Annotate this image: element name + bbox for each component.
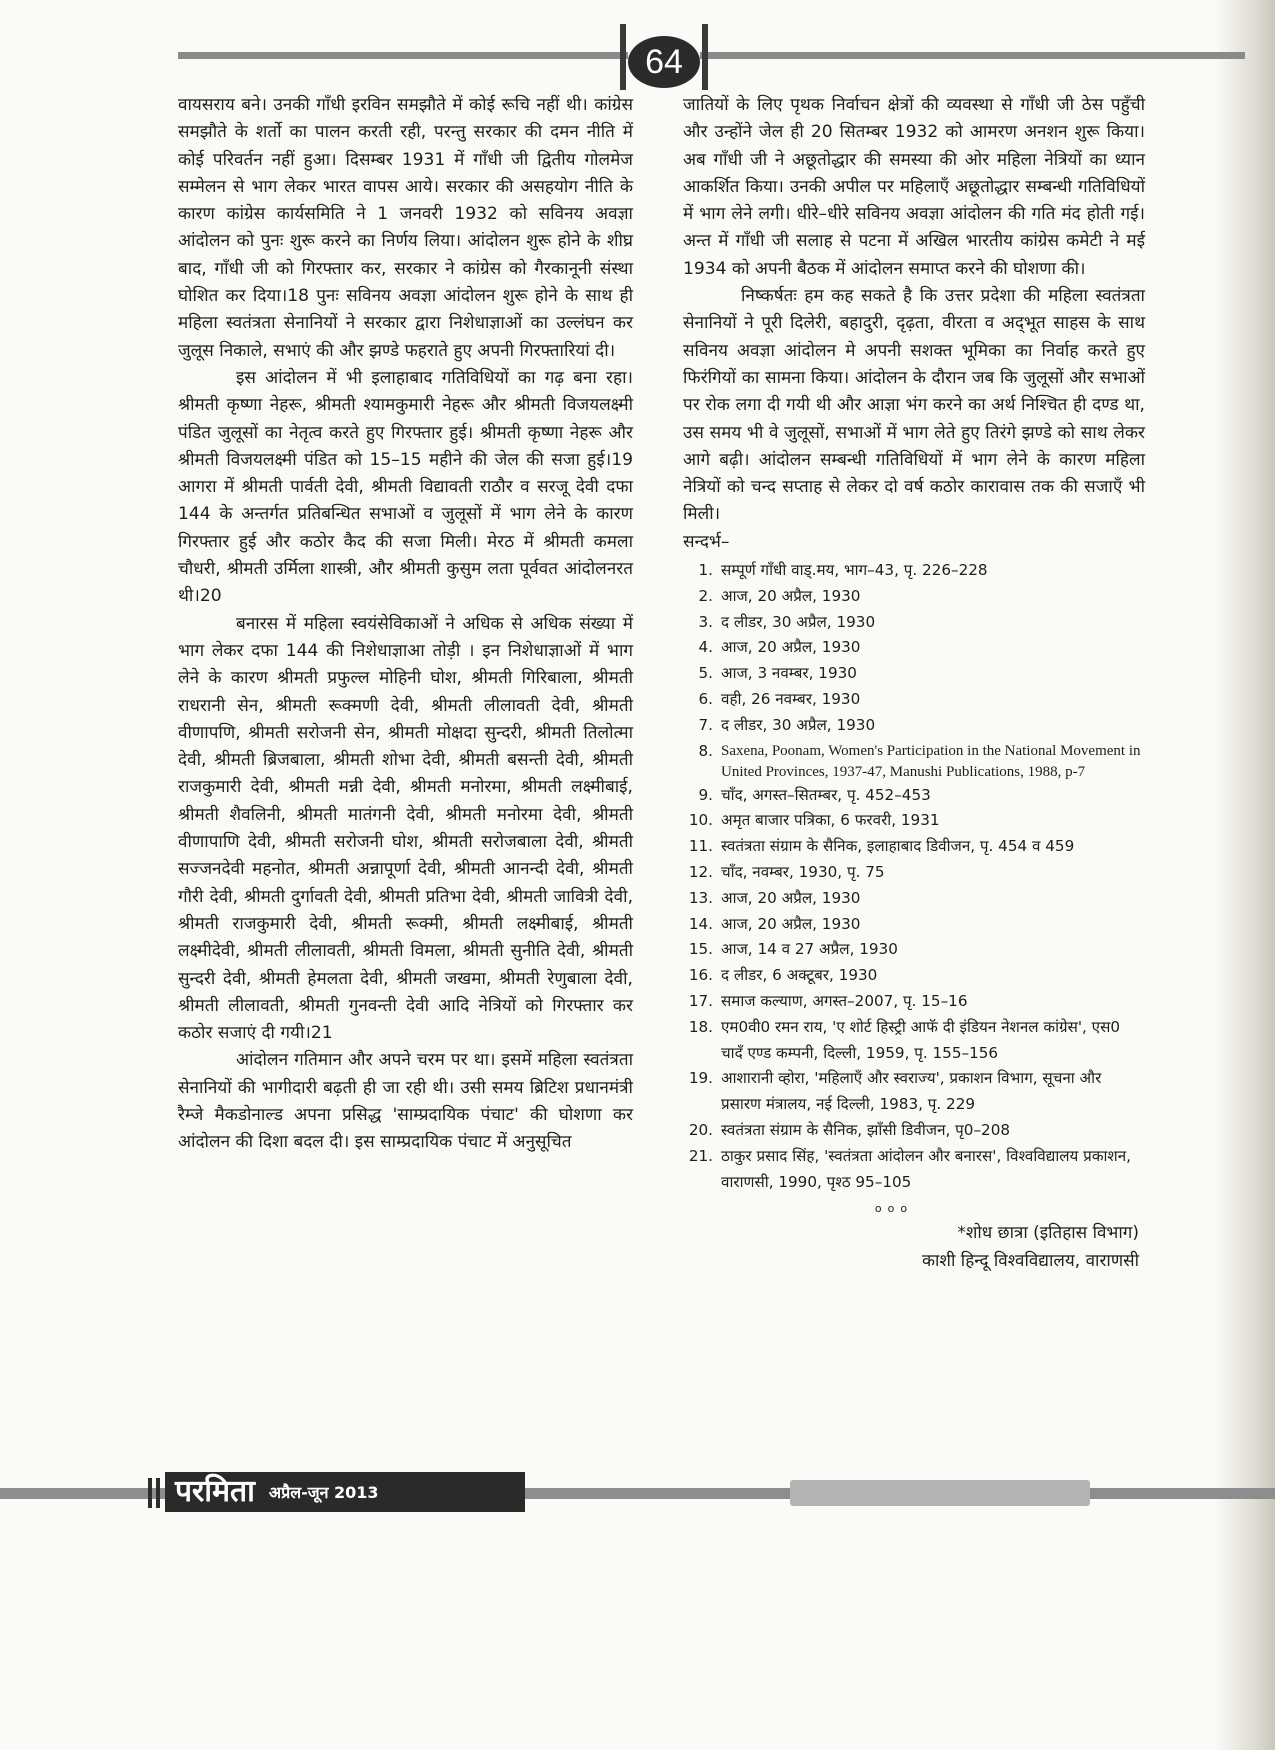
reference-text: आज, 3 नवम्बर, 1930 bbox=[721, 664, 857, 683]
reference-text: द लीडर, 30 अप्रैल, 1930 bbox=[721, 612, 876, 631]
left-column bbox=[178, 92, 633, 1157]
reference-item bbox=[683, 1015, 1145, 1067]
reference-number: 15. bbox=[688, 940, 713, 959]
references-list bbox=[683, 558, 1145, 1195]
end-ornament: ooo bbox=[874, 1202, 914, 1216]
reference-item bbox=[683, 739, 1145, 783]
reference-item bbox=[683, 886, 1145, 912]
page-number: 64 bbox=[628, 36, 700, 88]
reference-number: 18. bbox=[688, 1017, 713, 1036]
reference-number: 4. bbox=[698, 638, 713, 657]
page-number-bracket-left bbox=[620, 24, 626, 90]
reference-number: 3. bbox=[698, 612, 713, 631]
reference-text: ठाकुर प्रसाद सिंह, 'स्वतंत्रता आंदोलन और बनारस', विश्वविद्यालय प्रकाशन, वाराणसी, 1990, पृश्ठ 95–105 bbox=[721, 1146, 1132, 1191]
author-affiliation-line: *शोध छात्रा (इतिहास विभाग) bbox=[957, 1223, 1139, 1244]
reference-text: स्वतंत्रता संग्राम के सैनिक, झाँसी डिवीजन, पृ0–208 bbox=[721, 1120, 1011, 1139]
reference-item bbox=[683, 558, 1145, 584]
reference-text: आज, 20 अप्रैल, 1930 bbox=[721, 586, 861, 605]
author-affiliation-line: काशी हिन्दू विश्वविद्यालय, वाराणसी bbox=[921, 1251, 1139, 1272]
journal-title: परमिता bbox=[175, 1474, 255, 1509]
reference-text: अमृत बाजार पत्रिका, 6 फरवरी, 1931 bbox=[721, 811, 940, 830]
journal-issue: अप्रैल-जून 2013 bbox=[268, 1483, 379, 1502]
reference-item bbox=[683, 834, 1145, 860]
reference-number: 20. bbox=[688, 1120, 713, 1139]
right-column bbox=[683, 92, 1145, 1275]
reference-number: 19. bbox=[688, 1069, 713, 1088]
reference-item bbox=[683, 912, 1145, 938]
reference-text: चाँद, नवम्बर, 1930, पृ. 75 bbox=[721, 863, 885, 882]
footer-journal-box bbox=[165, 1472, 525, 1512]
footer-decor-box bbox=[790, 1480, 1090, 1506]
reference-text: स्वतंत्रता संग्राम के सैनिक, इलाहाबाद डिवीजन, पृ. 454 व 459 bbox=[721, 837, 1075, 856]
reference-text: द लीडर, 6 अक्टूबर, 1930 bbox=[721, 966, 878, 985]
reference-text: आज, 20 अप्रैल, 1930 bbox=[721, 638, 861, 657]
reference-item bbox=[683, 860, 1145, 886]
reference-number: 7. bbox=[698, 715, 713, 734]
reference-number: 17. bbox=[688, 992, 713, 1010]
paragraph: इस आंदोलन में भी इलाहाबाद गतिविधियों का गढ़ बना रहा। श्रीमती कृष्णा नेहरू, श्रीमती श्यामकुमारी नेहरू और श्रीमती विजयलक्ष्मी पंडित जुलूसों का नेतृत्व करते हुए गिरफ्तार हुई। श्रीमती कृष्णा नेहरू और श्रीमती विजयलक्ष्मी पंडित को 15–15 महीने की जेल की सजा हुई।19 आगरा में श्रीमती पार्वती देवी, श्रीमती विद्यावती राठौर व सरजू देवी दफा 144 के अन्तर्गत प्रतिबन्धित सभाओं व जुलूसों में भाग लेने के कारण गिरफ्तार हुई और कठोर कैद की सजा मिली। मेरठ में श्रीमती कमला चौधरी, श्रीमती उर्मिला शास्त्री, और श्रीमती कुसुम लता पूर्ववत आंदोलनरत थी।20 bbox=[178, 367, 633, 607]
reference-item bbox=[683, 1144, 1145, 1196]
reference-item bbox=[683, 661, 1145, 687]
reference-text: द लीडर, 30 अप्रैल, 1930 bbox=[721, 715, 876, 734]
reference-item bbox=[683, 963, 1145, 989]
reference-item bbox=[683, 584, 1145, 610]
page-number-bracket-right bbox=[702, 24, 708, 90]
reference-text: Saxena, Poonam, Women's Participation in the National Movement in United Provinces, 1937-47, Manushi Publications, 1988, p-7 bbox=[721, 742, 1141, 780]
reference-number: 10. bbox=[688, 811, 713, 830]
reference-number: 21. bbox=[688, 1146, 713, 1165]
reference-item bbox=[683, 610, 1145, 636]
paragraph: वायसराय बने। उनकी गाँधी इरविन समझौते में कोई रूचि नहीं थी। कांग्रेस समझौते के शर्तो का पालन करती रही, परन्तु सरकार की दमन नीति में कोई परिवर्तन नहीं हुआ। दिसम्बर 1931 में गाँधी जी द्वितीय गोलमेज सम्मेलन से भाग लेकर भारत वापस आये। सरकार की असहयोग नीति के कारण कांग्रेस कार्यसमिति ने 1 जनवरी 1932 को सविनय अवज्ञा आंदोलन को पुनः शुरू करने का निर्णय लिया। आंदोलन शुरू होने के शीघ्र बाद, गाँधी जी को गिरफ्तार कर, सरकार ने कांग्रेस को गैरकानूनी संस्था घोशित कर दिया।18 पुनः सविनय अवज्ञा आंदोलन शुरू होने के साथ ही महिला स्वतंत्रता सेनानियों ने सरकार द्वारा निशेधाज्ञाओं का उल्लंघन कर जुलूस निकाले, सभाएं की और झण्डे फहराते हुए अपनी गिरफ्तारियां दी। bbox=[178, 95, 634, 361]
header-rule-right bbox=[700, 52, 1245, 59]
reference-text: वही, 26 नवम्बर, 1930 bbox=[721, 690, 861, 709]
reference-number: 13. bbox=[688, 888, 713, 907]
paragraph: बनारस में महिला स्वयंसेविकाओं ने अधिक से अधिक संख्या में भाग लेकर दफा 144 की निशेधाज्ञाआ तोड़ी । इन निशेधाज्ञाओं में भाग लेने के कारण श्रीमती प्रफुल्ल मोहिनी घोश, श्रीमती गिरिबाला, श्रीमती राधरानी सेन, श्रीमती रूक्मणी देवी, श्रीमती लीलावती देवी, श्रीमती वीणापणि, श्रीमती सरोजनी सेन, श्रीमती मोक्षदा सुन्दरी, श्रीमती तिलोत्मा देवी, श्रीमती ब्रिजबाला, श्रीमती शोभा देवी, श्रीमती बसन्ती देवी, श्रीमती राजकुमारी देवी, श्रीमती मन्नी देवी, श्रीमती मनोरमा, श्रीमती लक्ष्मीबाई, श्रीमती शैवलिनी, श्रीमती मातंगनी देवी, श्रीमती मनोरमा देवी, श्रीमती वीणापाणि देवी, श्रीमती सरोजनी घोश, श्रीमती सरोजबाला देवी, श्रीमती सज्जनदेवी महनोत, श्रीमती अन्नापूर्णा देवी, श्रीमती आनन्दी देवी, श्रीमती गौरी देवी, श्रीमती दुर्गावती देवी, श्रीमती प्रतिभा देवी, श्रीमती जावित्री देवी, श्रीमती राजकुमारी देवी, श्रीमती रूक्मी, श्रीमती लक्ष्मीबाई, श्रीमती लक्ष्मीदेवी, श्रीमती लीलावती, श्रीमती विमला, श्रीमती सुनीति देवी, श्रीमती सुन्दरी देवी, श्रीमती हेमलता देवी, श्रीमती जखमा, श्रीमती रेणुबाला देवी, श्रीमती लीलावती, श्रीमती गुनवन्ती देवी आदि नेत्रियों को गिरफ्तार कर कठोर सजाएं दी गयी।21 bbox=[178, 613, 634, 1044]
reference-text: आज, 20 अप्रैल, 1930 bbox=[721, 888, 861, 907]
paragraph: निष्कर्षतः हम कह सकते है कि उत्तर प्रदेशा की महिला स्वतंत्रता सेनानियों ने पूरी दिलेरी, बहादुरी, दृढ़ता, वीरता व अद्‌भूत साहस के साथ सविनय अवज्ञा आंदोलन मे अपनी सशक्त भूमिका का निर्वाह करते हुए फिरंगियों का सामना किया। आंदोलन के दौरान जब कि जुलूसों और सभाओं पर रोक लगा दी गयी थी और आज्ञा भंग करने का अर्थ निश्चित ही दण्ड था, उस समय भी वे जुलूसों, सभाओं में भाग लेते हुए तिरंगे झण्डे को साथ लेकर आगे बढ़ी। आंदोलन सम्बन्धी गतिविधियों में भाग लेने के कारण महिला नेत्रियों को चन्द सप्ताह से लेकर दो वर्ष कठोर कारावास तक की सजाएँ भी मिली। bbox=[683, 286, 1145, 525]
reference-item bbox=[683, 783, 1145, 809]
reference-number: 16. bbox=[688, 966, 713, 985]
reference-item bbox=[683, 937, 1145, 963]
reference-item bbox=[683, 1118, 1145, 1144]
reference-text: आज, 20 अप्रैल, 1930 bbox=[721, 914, 861, 933]
reference-number: 2. bbox=[698, 586, 713, 605]
paragraph: जातियों के लिए पृथक निर्वाचन क्षेत्रों की व्यवस्था से गाँधी जी ठेस पहुँची और उन्होंने जेल ही 20 सितम्बर 1932 को आमरण अनशन शुरू किया। अब गाँधी जी ने अछूतोद्धार की समस्या की ओर महिला नेत्रियों का ध्यान आकर्शित किया। उनकी अपील पर महिलाएँ अछूतोद्धार सम्बन्धी गतिविधियों में भाग लेने लगी। धीरे–धीरे सविनय अवज्ञा आंदोलन की गति मंद होती गई। अन्त में गाँधी जी सलाह से पटना में अखिल भारतीय कांग्रेस कमेटी ने मई 1934 को अपनी बैठक में आंदोलन समाप्त करने की घोशणा की। bbox=[683, 95, 1145, 279]
reference-text: आज, 14 व 27 अप्रैल, 1930 bbox=[721, 940, 898, 959]
reference-text: आशारानी व्होरा, 'महिलाएँ और स्वराज्य', प्रकाशन विभाग, सूचना और प्रसारण मंत्रालय, नई दिल्ली, 1983, पृ. 229 bbox=[721, 1069, 1102, 1114]
reference-number: 8. bbox=[698, 741, 713, 760]
reference-item bbox=[683, 808, 1145, 834]
reference-number: 1. bbox=[698, 561, 713, 580]
reference-item bbox=[683, 989, 1145, 1015]
reference-text: समाज कल्याण, अगस्त–2007, पृ. 15–16 bbox=[721, 992, 968, 1010]
reference-number: 11. bbox=[688, 837, 713, 856]
reference-number: 6. bbox=[698, 690, 713, 709]
reference-number: 12. bbox=[688, 863, 713, 882]
reference-item bbox=[683, 687, 1145, 713]
footer-notch bbox=[156, 1478, 160, 1508]
reference-text: चाँद, अगस्त–सितम्बर, पृ. 452–453 bbox=[721, 785, 931, 804]
header-rule-left bbox=[178, 52, 628, 59]
footer-notch bbox=[148, 1478, 152, 1508]
reference-item bbox=[683, 713, 1145, 739]
reference-number: 9. bbox=[698, 785, 713, 804]
reference-item bbox=[683, 635, 1145, 661]
references-heading: सन्दर्भ– bbox=[683, 531, 730, 552]
reference-number: 14. bbox=[688, 914, 713, 933]
reference-number: 5. bbox=[698, 664, 713, 683]
reference-item bbox=[683, 1066, 1145, 1118]
reference-text: एम0वी0 रमन राय, 'ए शोर्ट हिस्ट्री आफॅ दी इंडियन नेशनल कांग्रेस', एस0 चादँ एण्ड कम्पनी, दिल्ली, 1959, पृ. 155–156 bbox=[721, 1017, 1121, 1062]
paragraph: आंदोलन गतिमान और अपने चरम पर था। इसमें महिला स्वतंत्रता सेनानियों की भागीदारी बढ़ती ही जा रही थी। उसी समय ब्रिटिश प्रधानमंत्री रैम्जे मैकडोनाल्ड अपना प्रसिद्ध 'साम्प्रदायिक पंचाट' की घोशणा कर आंदोलन की दिशा बदल दी। इस साम्प्रदायिक पंचाट में अनुसूचित bbox=[178, 1050, 633, 1153]
reference-text: सम्पूर्ण गाँधी वाड्.मय, भाग–43, पृ. 226–228 bbox=[721, 561, 988, 580]
